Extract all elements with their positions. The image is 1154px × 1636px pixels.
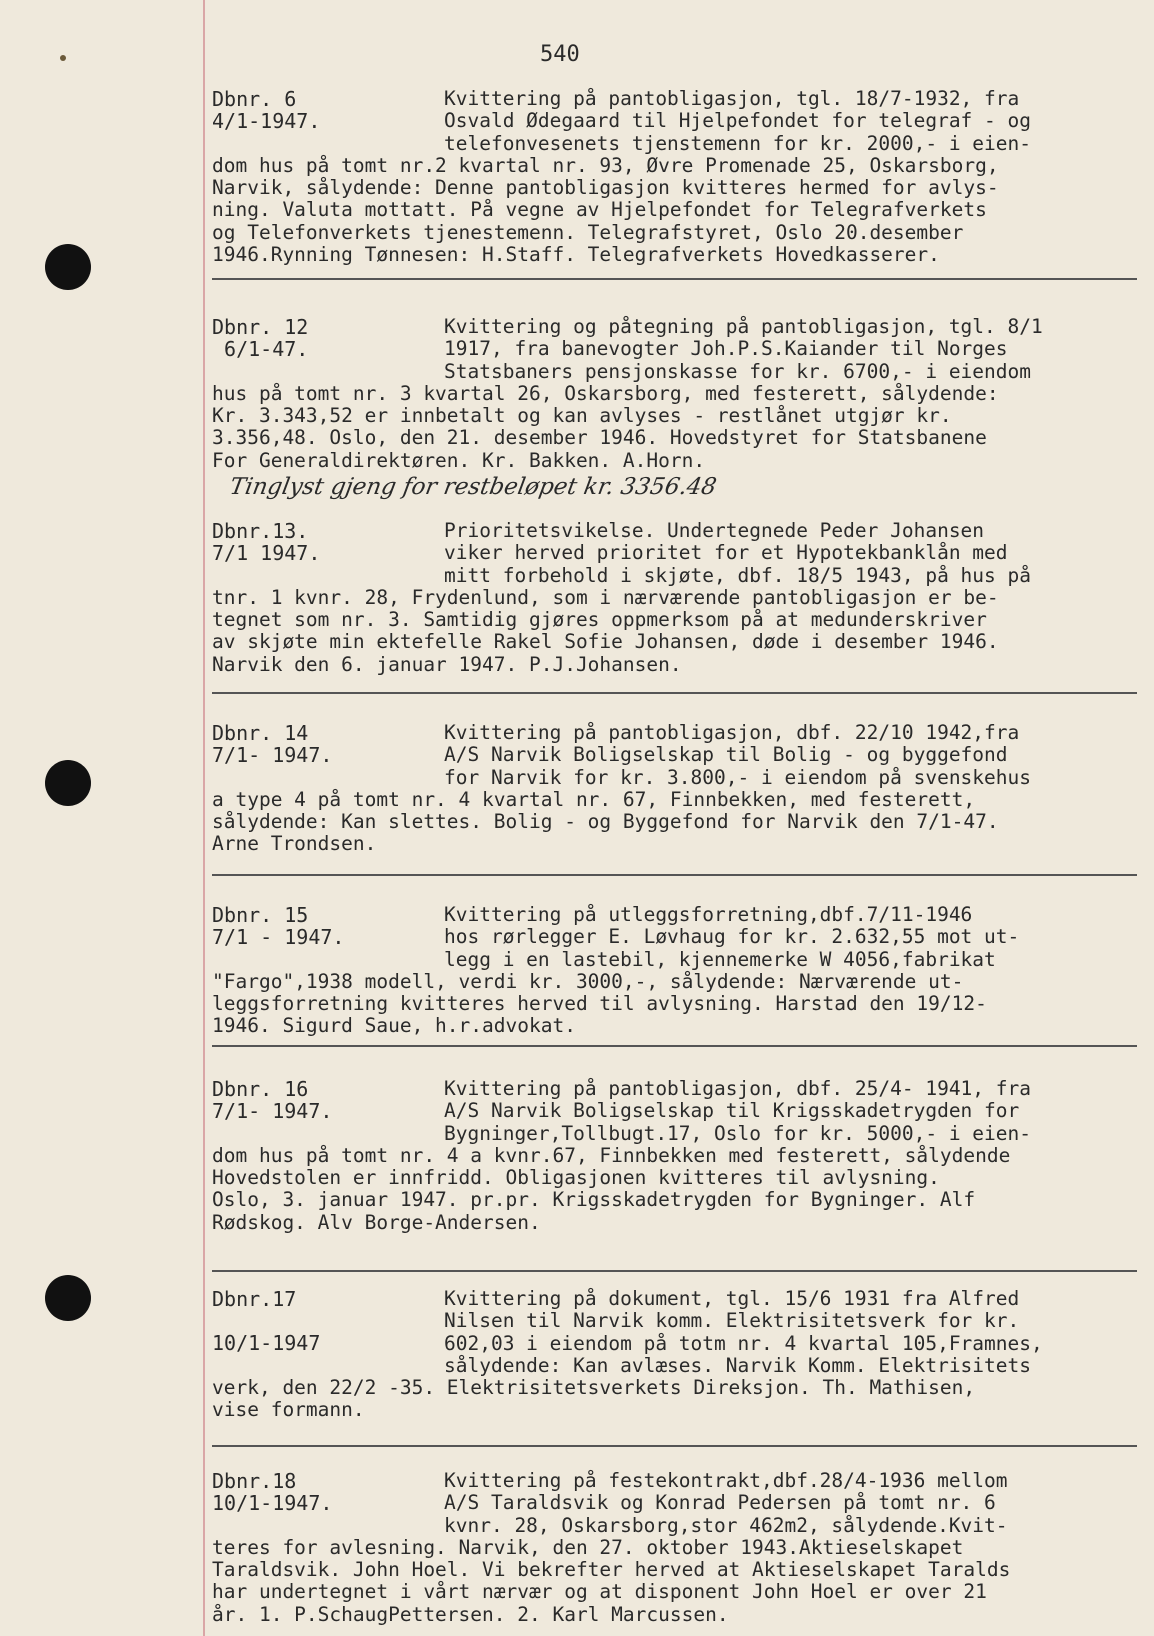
entry-text-line: 1917, fra banevogter Joh.P.S.Kaiander til Norges	[444, 337, 1008, 361]
entry-text-line: 1946.Rynning Tønnesen: H.Staff. Telegrafverkets Hovedkasserer.	[212, 243, 940, 267]
entry-text-line: legg i en lastebil, kjennemerke W 4056,fabrikat	[444, 947, 996, 971]
entry-text-line: hus på tomt nr. 3 kvartal 26, Oskarsborg, med festerett, sålydende:	[212, 381, 999, 405]
entry-text-line: Taraldsvik. John Hoel. Vi bekrefter herved at Aktieselskapet Taralds	[212, 1558, 1011, 1582]
entry-text-line: A/S Narvik Boligselskap til Bolig - og byggefond	[444, 743, 1008, 767]
handwritten-note: Tinglyst gjeng for restbeløpet kr. 3356.48	[227, 474, 719, 500]
entry-text-line: tnr. 1 kvnr. 28, Frydenlund, som i nærværende pantobligasjon er be-	[212, 585, 999, 609]
punch-hole	[45, 760, 91, 806]
punch-hole	[45, 244, 91, 290]
entry-text-line: Osvald Ødegaard til Hjelpefondet for telegraf - og	[444, 109, 1031, 133]
entry-text-line: dom hus på tomt nr. 4 a kvnr.67, Finnbekken med festerett, sålydende	[212, 1143, 1011, 1167]
punch-hole	[45, 1275, 91, 1321]
register-entry	[212, 88, 1142, 266]
entry-text-line: "Fargo",1938 modell, verdi kr. 3000,-, sålydende: Nærværende ut-	[212, 969, 964, 993]
margin-line	[203, 0, 205, 1636]
entry-text-line: 1946. Sigurd Saue, h.r.advokat.	[212, 1014, 576, 1038]
paper-speck	[60, 55, 66, 61]
entry-text-line: viker herved prioritet for et Hypotekbanklån med	[444, 541, 1008, 565]
entry-text-line: Bygninger,Tollbugt.17, Oslo for kr. 5000,- i eien-	[444, 1121, 1031, 1145]
separator	[212, 1270, 1137, 1272]
entry-number: Dbnr.18 10/1-1947.	[212, 1469, 333, 1515]
entry-text-line: verk, den 22/2 -35. Elektrisitetsverkets Direksjon. Th. Mathisen,	[212, 1376, 976, 1400]
entry-number: Dbnr. 15 7/1 - 1947.	[212, 903, 345, 949]
entry-text-line: tegnet som nr. 3. Samtidig gjøres oppmerksom på at medunderskriver	[212, 608, 987, 632]
separator	[212, 874, 1137, 876]
entry-text-line: dom hus på tomt nr.2 kvartal nr. 93, Øvre Promenade 25, Oskarsborg,	[212, 153, 999, 177]
entry-text-line: a type 4 på tomt nr. 4 kvartal nr. 67, Finnbekken, med festerett,	[212, 787, 976, 811]
entry-text-line: og Telefonverkets tjenestemenn. Telegrafstyret, Oslo 20.desember	[212, 220, 964, 244]
entry-number: Dbnr.17 10/1-1947	[212, 1287, 321, 1355]
entry-text-line: Kvittering og påtegning på pantobligasjon, tgl. 8/1	[444, 315, 1043, 338]
entry-text-line: av skjøte min ektefelle Rakel Sofie Johansen, døde i desember 1946.	[212, 630, 999, 654]
register-entry	[212, 1288, 1142, 1422]
entry-text-line: Kvittering på pantobligasjon, dbf. 25/4- 1941, fra	[444, 1077, 1031, 1100]
entry-text-line: teres for avlesning. Narvik, den 27. oktober 1943.Aktieselskapet	[212, 1535, 964, 1559]
entry-text-line: Prioritetsvikelse. Undertegnede Peder Johansen	[444, 519, 985, 542]
entry-number: Dbnr. 6 4/1-1947.	[212, 87, 321, 133]
entry-text-line: Kvittering på pantobligasjon, dbf. 22/10 1942,fra	[444, 721, 1020, 744]
register-entry	[212, 316, 1142, 472]
entry-text-line: Kvittering på dokument, tgl. 15/6 1931 fra Alfred	[444, 1287, 1020, 1310]
entry-text-line: kvnr. 28, Oskarsborg,stor 462m2, sålydende.Kvit-	[444, 1513, 1008, 1537]
entry-text-line: for Narvik for kr. 3.800,- i eiendom på svenskehus	[444, 765, 1031, 789]
entry-number: Dbnr. 12 6/1-47.	[212, 315, 309, 361]
entry-text-line: hos rørlegger E. Løvhaug for kr. 2.632,55 mot ut-	[444, 925, 1020, 949]
entry-text-line: Kvittering på pantobligasjon, tgl. 18/7-1932, fra	[444, 87, 1020, 110]
entry-text-line: år. 1. P.SchaugPettersen. 2. Karl Marcussen.	[212, 1602, 729, 1626]
entry-text-line: Arne Trondsen.	[212, 832, 377, 856]
entry-text-line: Kr. 3.343,52 er innbetalt og kan avlyses - restlånet utgjør kr.	[212, 404, 952, 428]
register-entry	[212, 1470, 1142, 1626]
separator	[212, 278, 1137, 280]
entry-text-line: telefonvesenets tjenstemenn for kr. 2000,- i eien-	[444, 131, 1031, 155]
entry-text-line: Kvittering på utleggsforretning,dbf.7/11-1946	[444, 903, 973, 926]
entry-text-line: ning. Valuta mottatt. På vegne av Hjelpefondet for Telegrafverkets	[212, 198, 987, 222]
entry-number: Dbnr.13. 7/1 1947.	[212, 519, 321, 565]
entry-number: Dbnr. 14 7/1- 1947.	[212, 721, 333, 767]
entry-text-line: Narvik den 6. januar 1947. P.J.Johansen.	[212, 652, 682, 676]
register-entry	[212, 520, 1142, 676]
entry-text-line: leggsforretning kvitteres herved til avlysning. Harstad den 19/12-	[212, 992, 987, 1016]
entry-text-line: sålydende: Kan avlæses. Narvik Komm. Elektrisitets	[444, 1353, 1031, 1377]
separator	[212, 692, 1137, 694]
entry-text-line: har undertegnet i vårt nærvær og at disponent John Hoel er over 21	[212, 1580, 987, 1604]
separator	[212, 1045, 1137, 1047]
page-number: 540	[540, 42, 580, 67]
entry-text-line: 602,03 i eiendom på totm nr. 4 kvartal 105,Framnes,	[444, 1331, 1043, 1355]
entry-text-line: Nilsen til Narvik komm. Elektrisitetsverk for kr.	[444, 1309, 1020, 1333]
entry-text-line: vise formann.	[212, 1398, 365, 1422]
entry-text-line: Rødskog. Alv Borge-Andersen.	[212, 1210, 541, 1234]
separator	[212, 1445, 1137, 1447]
entry-text-line: A/S Taraldsvik og Konrad Pedersen på tomt nr. 6	[444, 1491, 996, 1515]
entry-text-line: mitt forbehold i skjøte, dbf. 18/5 1943, på hus på	[444, 563, 1031, 587]
entry-text-line: A/S Narvik Boligselskap til Krigsskadetrygden for	[444, 1099, 1020, 1123]
entry-text-line: Narvik, sålydende: Denne pantobligasjon kvitteres hermed for avlys-	[212, 176, 999, 200]
register-entry	[212, 1078, 1142, 1234]
entry-text-line: sålydende: Kan slettes. Bolig - og Byggefond for Narvik den 7/1-47.	[212, 810, 999, 834]
entry-text-line: Oslo, 3. januar 1947. pr.pr. Krigsskadetrygden for Bygninger. Alf	[212, 1188, 976, 1212]
entry-number: Dbnr. 16 7/1- 1947.	[212, 1077, 333, 1123]
entry-text-line: Kvittering på festekontrakt,dbf.28/4-1936 mellom	[444, 1469, 1008, 1492]
entry-text-line: Statsbaners pensjonskasse for kr. 6700,- i eiendom	[444, 359, 1031, 383]
register-entry	[212, 904, 1142, 1038]
register-entry	[212, 722, 1142, 856]
entry-text-line: Hovedstolen er innfridd. Obligasjonen kvitteres til avlysning.	[212, 1166, 940, 1190]
entry-text-line: For Generaldirektøren. Kr. Bakken. A.Horn.	[212, 448, 706, 472]
entry-text-line: 3.356,48. Oslo, den 21. desember 1946. Hovedstyret for Statsbanene	[212, 426, 987, 450]
